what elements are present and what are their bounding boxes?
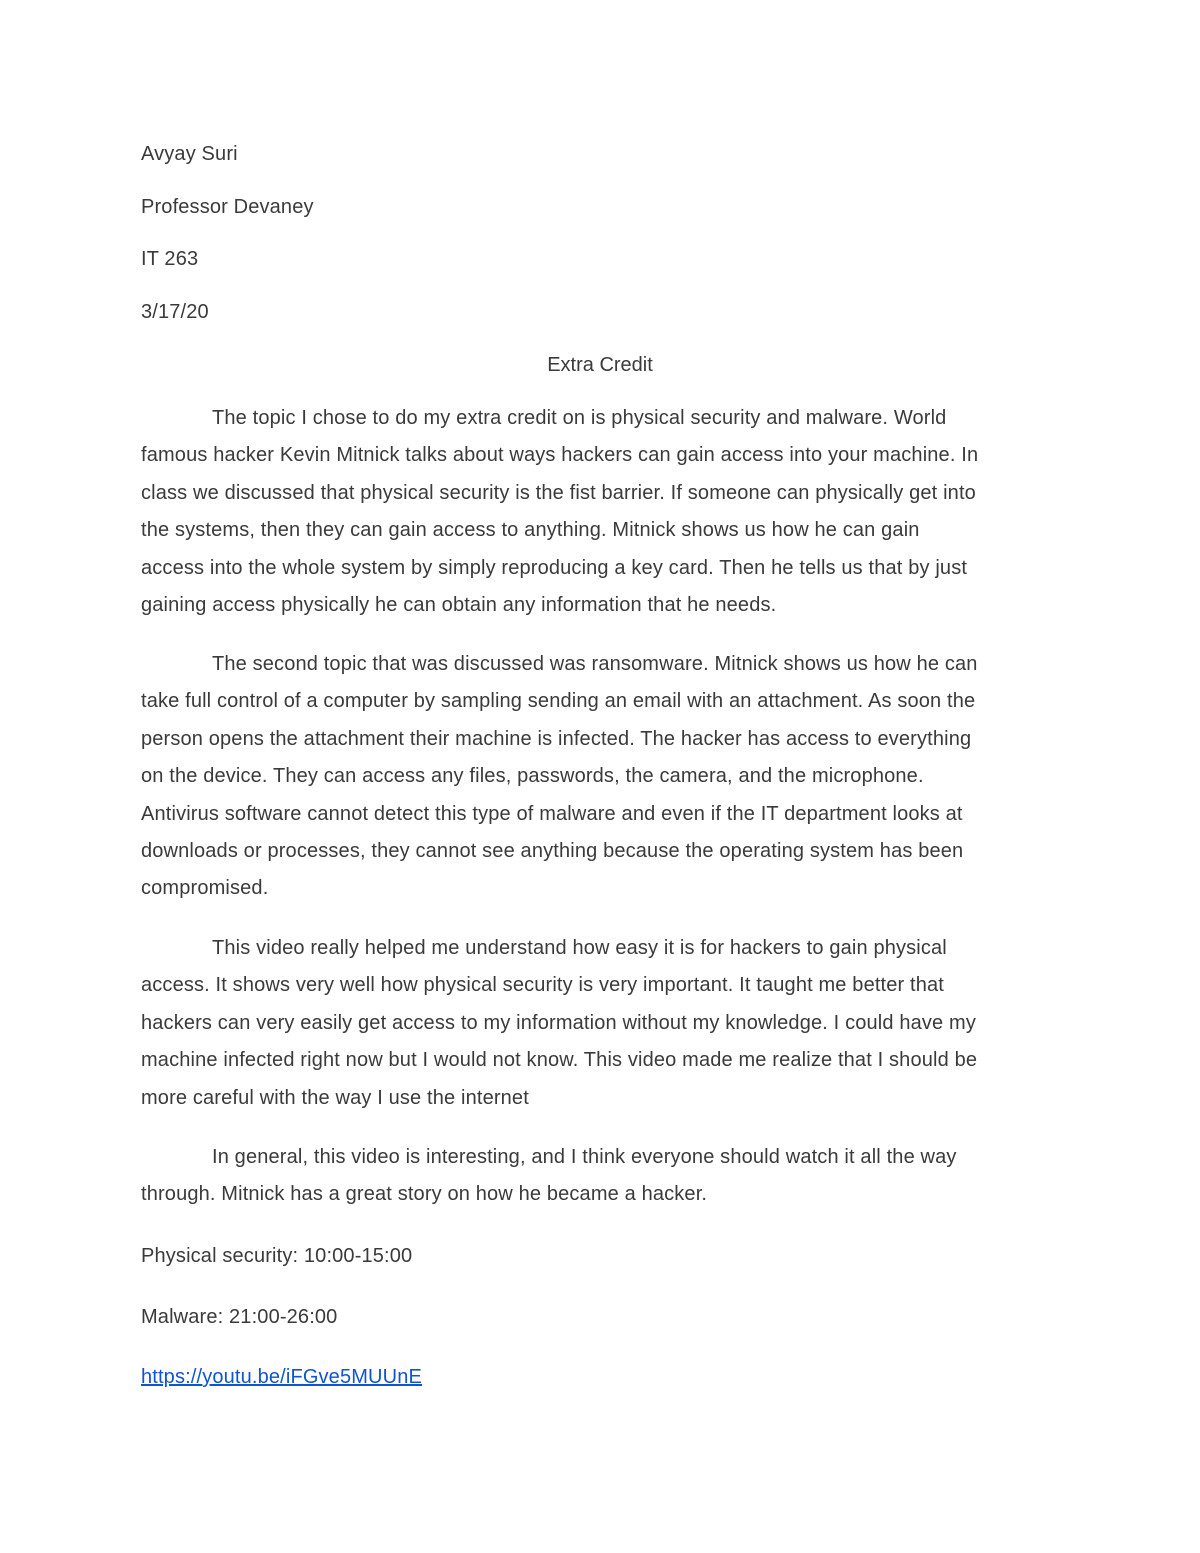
- video-link-row: [141, 1359, 1061, 1396]
- paragraph-line: The second topic that was discussed was ransomware. Mitnick shows us how he can: [212, 653, 978, 675]
- paragraph-3: [141, 930, 1061, 1117]
- paragraph-line: hackers can very easily get access to my information without my knowledge. I could have my: [141, 1011, 976, 1034]
- paragraph-line: access. It shows very well how physical security is very important. It taught me better that: [141, 974, 944, 997]
- paragraph-line: The topic I chose to do my extra credit on is physical security and malware. World: [212, 407, 947, 429]
- paragraph-line: compromised.: [141, 877, 269, 900]
- paragraph-line: This video really helped me understand how easy it is for hackers to gain physical: [212, 937, 947, 959]
- paragraph-line: on the device. They can access any files, passwords, the camera, and the microphone.: [141, 765, 924, 788]
- paragraph-line: class we discussed that physical security is the fist barrier. If someone can physically get into: [141, 481, 976, 504]
- paragraph-line: more careful with the way I use the internet: [141, 1086, 529, 1109]
- timestamp-malware: Malware: 21:00-26:00: [141, 1306, 338, 1328]
- paragraph-line: take full control of a computer by sampling sending an email with an attachment. As soon the: [141, 690, 976, 713]
- paragraph-line: machine infected right now but I would not know. This video made me realize that I should be: [141, 1049, 978, 1072]
- paragraph-line: In general, this video is interesting, and I think everyone should watch it all the way: [212, 1146, 957, 1168]
- timestamp-physical-security: Physical security: 10:00-15:00: [141, 1245, 413, 1267]
- paragraph-line: access into the whole system by simply reproducing a key card. Then he tells us that by just: [141, 556, 968, 579]
- paragraph-line: person opens the attachment their machine is infected. The hacker has access to everything: [141, 727, 972, 750]
- paragraph-line: through. Mitnick has a great story on how he became a hacker.: [141, 1183, 708, 1206]
- paragraph-line: gaining access physically he can obtain any information that he needs.: [141, 594, 777, 617]
- paragraph-line: the systems, then they can gain access to anything. Mitnick shows us how he can gain: [141, 519, 920, 542]
- paragraph-4: [141, 1139, 1061, 1214]
- paragraph-1: [141, 400, 1061, 624]
- author-name: Avyay Suri: [141, 143, 238, 165]
- paragraph-line: famous hacker Kevin Mitnick talks about ways hackers can gain access into your machine. In: [141, 444, 979, 467]
- document-title: Extra Credit: [547, 354, 653, 376]
- paragraph-line: Antivirus software cannot detect this type of malware and even if the IT department looks at: [141, 802, 963, 825]
- document-date: 3/17/20: [141, 301, 209, 323]
- course-code: IT 263: [141, 248, 199, 270]
- professor-name: Professor Devaney: [141, 196, 314, 218]
- paragraph-line: downloads or processes, they cannot see anything because the operating system has been: [141, 840, 964, 863]
- paragraph-2: [141, 646, 1061, 908]
- video-link[interactable]: https://youtu.be/iFGve5MUUnE: [141, 1366, 422, 1388]
